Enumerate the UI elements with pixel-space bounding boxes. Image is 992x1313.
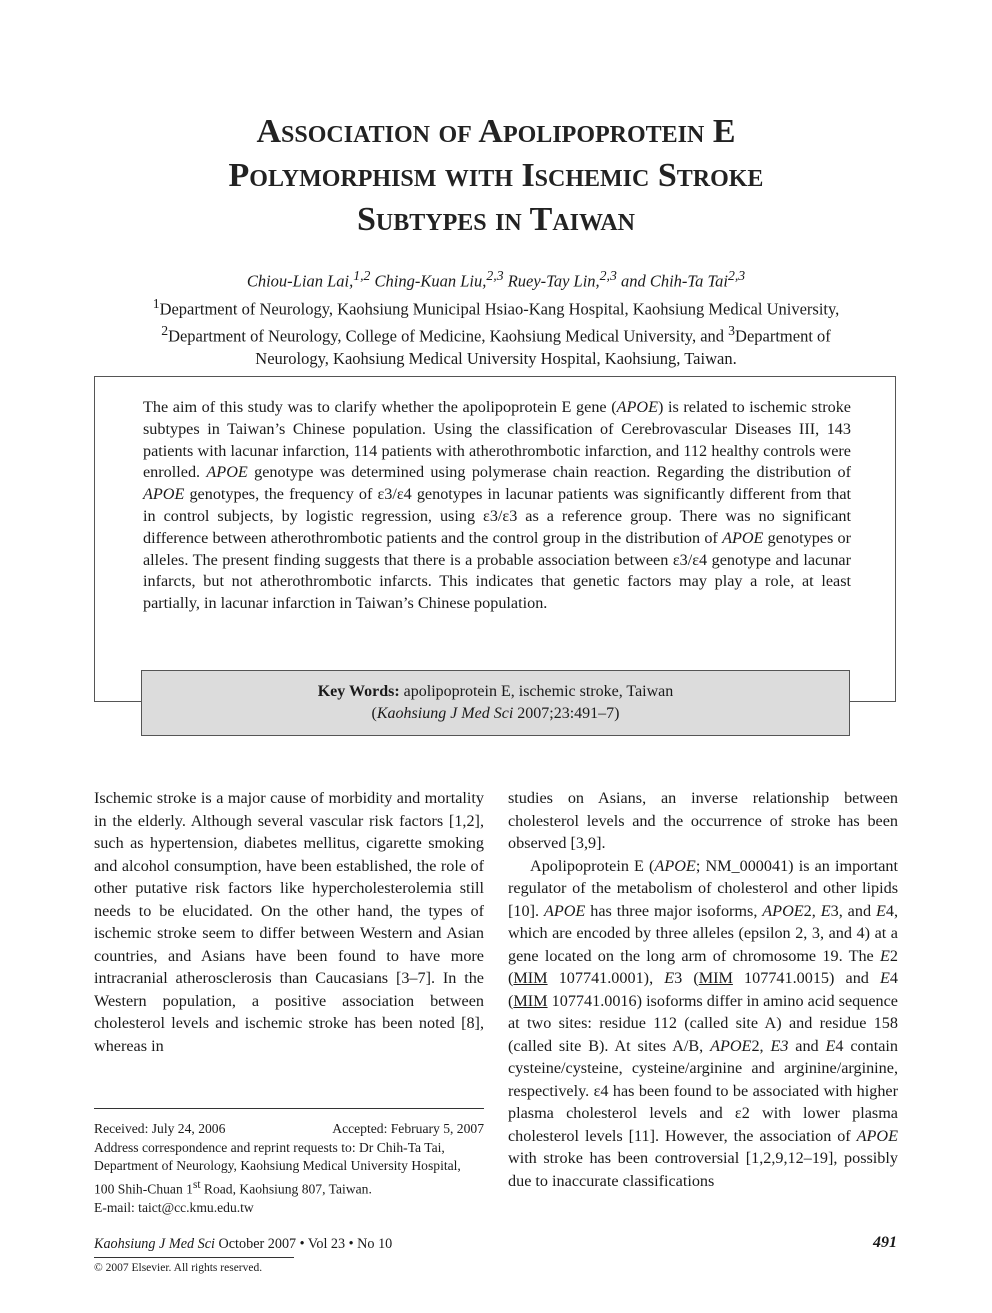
gene-name: APOE [722, 528, 764, 547]
gene-name: E [875, 901, 886, 920]
mim-link[interactable]: MIM [698, 969, 733, 987]
accepted-date: Accepted: February 5, 2007 [332, 1121, 484, 1136]
journal-name: Kaohsiung J Med Sci [94, 1236, 215, 1252]
author-block [80, 265, 912, 370]
affiliation-sup: 1,2 [353, 268, 371, 283]
citation-text: ( [371, 705, 377, 722]
address-text: Address correspondence and reprint requests to: Dr Chih-Ta Tai, Department of Neurology, Kaohsiung Medical University Hospital, 100 Shih-Chuan 1 [94, 1139, 461, 1197]
affiliation-sup: 2,3 [486, 268, 504, 283]
gene-name: E [825, 1036, 836, 1055]
affiliation-text: Department of Neurology, Kaohsiung Municipal Hsiao-Kang Hospital, Kaohsiung Medical University, [159, 299, 840, 318]
issue-info: October 2007 • Vol 23 • No 10 [214, 1236, 393, 1252]
body-span: 4 ( [508, 969, 899, 1010]
journal-name: Kaohsiung J Med Sci [376, 705, 514, 722]
title-line: Association of Apolipoprotein E [256, 113, 736, 150]
body-span: 3, and [830, 901, 876, 920]
page-number: 491 [873, 1234, 897, 1251]
title-line: Subtypes in Taiwan [356, 201, 635, 238]
body-span: 2 ( [508, 946, 898, 987]
affiliation-text: Department of [735, 326, 831, 346]
affiliation-line: Neurology, Kaohsiung Medical University Hospital, Kaohsiung, Taiwan. [255, 348, 737, 368]
body-paragraph: Ischemic stroke is a major cause of morbidity and mortality in the elderly. Although several vascular risk factors [1,2], such as hypertension, diabetes mellitus, cigarette smoking and alcohol consumption, have been established, the role of other putative risk factors like hypercholesterolemia still needs to be elucidated. On the other hand, the types of ischemic stroke seem to differ between Western and Asian countries, and Asians have been found to have more intracranial atherosclerosis than Caucasians [3–7]. In the Western population, a positive association between cholesterol levels and ischemic stroke has been noted [8], whereas in [94, 789, 484, 1055]
body-span: with stroke has been controversial [1,2,9,12–19], possibly due to inaccurate classifications [508, 1149, 898, 1190]
abstract-span: ) is related to ischemic stroke subtypes in Taiwan’s Chinese population. Using the classification of Cerebrovascular Diseases III, 143 patients with lacunar infarction, 114 patients with atherothrombotic infarction, and 112 healthy controls were enrolled. [143, 398, 851, 482]
body-column-left [94, 787, 484, 1057]
body-span: 3 ( [674, 969, 699, 987]
affiliation-sup: 2,3 [599, 268, 617, 283]
body-span: Apolipoprotein E ( [530, 856, 655, 875]
footnote-dates [94, 1120, 484, 1139]
footnote [94, 1120, 484, 1217]
author: Chiou-Lian Lai, [246, 271, 354, 291]
gene-name: E [880, 969, 890, 987]
gene-name: APOE [856, 1126, 898, 1145]
gene-name: APOE [616, 398, 658, 416]
body-span: 4 contain cysteine/cysteine, cysteine/arginine and arginine/arginine, respectively. ε4 has been found to be associated with higher plasma cholesterol levels and ε2 with lower plasma cholesterol levels [11]. However, the association of [508, 1036, 898, 1145]
body-column-right [508, 787, 898, 1192]
body-span: 2, [803, 901, 821, 920]
copyright: © 2007 Elsevier. All rights reserved. [94, 1262, 263, 1274]
abstract-span: genotypes or alleles. The present finding suggests that there is a probable association between ε3/ε4 genotype and lacunar infarcts, but not atherothrombotic infarcts. This indicates that genetic factors may play a role, at least partially, in lacunar infarction in Taiwan’s Chinese population. [143, 528, 851, 613]
affiliation-sup: 2,3 [727, 268, 746, 283]
body-paragraph: studies on Asians, an inverse relationship between cholesterol levels and the occurrence of stroke has been observed [3,9]. [508, 789, 898, 852]
body-span: 2, [751, 1036, 771, 1055]
abstract-span: The aim of this study was to clarify whether the apolipoprotein E gene ( [143, 398, 617, 416]
abstract-text [143, 397, 851, 615]
email-line[interactable]: E-mail: taict@cc.kmu.edu.tw [94, 1199, 254, 1215]
body-span: has three major isoforms, [585, 901, 763, 920]
received-date: Received: July 24, 2006 [94, 1121, 226, 1136]
affiliation-line [80, 293, 912, 321]
mim-link[interactable]: MIM [513, 991, 548, 1010]
gene-name: APOE [206, 463, 248, 482]
body-span: 4, which are encoded by three alleles (epsilon 2, 3, and 4) at a gene located on the long arm of chromosome 19. The [508, 901, 898, 965]
author: and Chih-Ta Tai [616, 271, 728, 291]
keywords-label: Key Words: [317, 683, 400, 700]
gene-name: E [664, 969, 675, 987]
author: Ruey-Tay Lin, [503, 271, 600, 291]
address-text: Road, Kaohsiung 807, Taiwan. [200, 1181, 372, 1197]
abstract-span: genotype was determined using polymerase chain reaction. Regarding the distribution of [247, 463, 851, 482]
keywords-box [141, 670, 850, 736]
gene-name: E3 [770, 1036, 789, 1055]
body-span: 107741.0016) isoforms differ in amino acid sequence at two sites: residue 112 (called site A) and residue 158 (called site B). At sites A/B, [508, 991, 898, 1055]
author-names [80, 265, 912, 293]
mim-link[interactable]: MIM [513, 969, 548, 987]
correspondence-address [94, 1139, 484, 1199]
gene-name: APOE [710, 1036, 752, 1055]
body-span: 107741.0001), [547, 969, 665, 987]
footnote-divider [94, 1108, 484, 1109]
body-span: and [788, 1036, 826, 1055]
gene-name: APOE [143, 485, 185, 504]
affiliation-line [80, 320, 912, 348]
body-paragraph [508, 855, 898, 1193]
ordinal-sup: st [192, 1178, 201, 1191]
body-span: 107741.0015) and [732, 969, 881, 987]
gene-name: APOE [762, 901, 804, 920]
affiliation-sup: 3 [728, 323, 736, 338]
gene-name: APOE [543, 901, 586, 920]
title-line: Polymorphism with Ischemic Stroke [228, 157, 764, 194]
gene-name: E [820, 901, 831, 920]
gene-name: E [880, 946, 890, 965]
footer-divider [94, 1257, 294, 1258]
affiliation-sup: 1 [152, 295, 160, 311]
abstract-box [94, 376, 896, 702]
body-span: ; NM_000041) is an important regulator of the metabolism of cholesterol and other lipids [10]. [508, 856, 898, 920]
article-title [100, 110, 892, 242]
citation-text: 2007;23:491–7) [513, 705, 620, 722]
keywords-line [142, 681, 849, 703]
footer-journal [94, 1236, 392, 1253]
affiliation-text: Department of Neurology, College of Medicine, Kaohsiung Medical University, and [168, 326, 729, 346]
abstract-span: genotypes, the frequency of ε3/ε4 genotypes in lacunar patients was significantly different from that in control subjects, by logistic regression, using ε3/ε3 as a reference group. There was no significant difference between atherothrombotic patients and the control group in the distribution of [143, 485, 851, 547]
citation-line [142, 703, 849, 725]
author: Ching-Kuan Liu, [370, 271, 487, 291]
gene-name: APOE [654, 856, 696, 875]
keywords-text: apolipoprotein E, ischemic stroke, Taiwan [399, 683, 674, 700]
affiliation-sup: 2 [161, 323, 169, 338]
